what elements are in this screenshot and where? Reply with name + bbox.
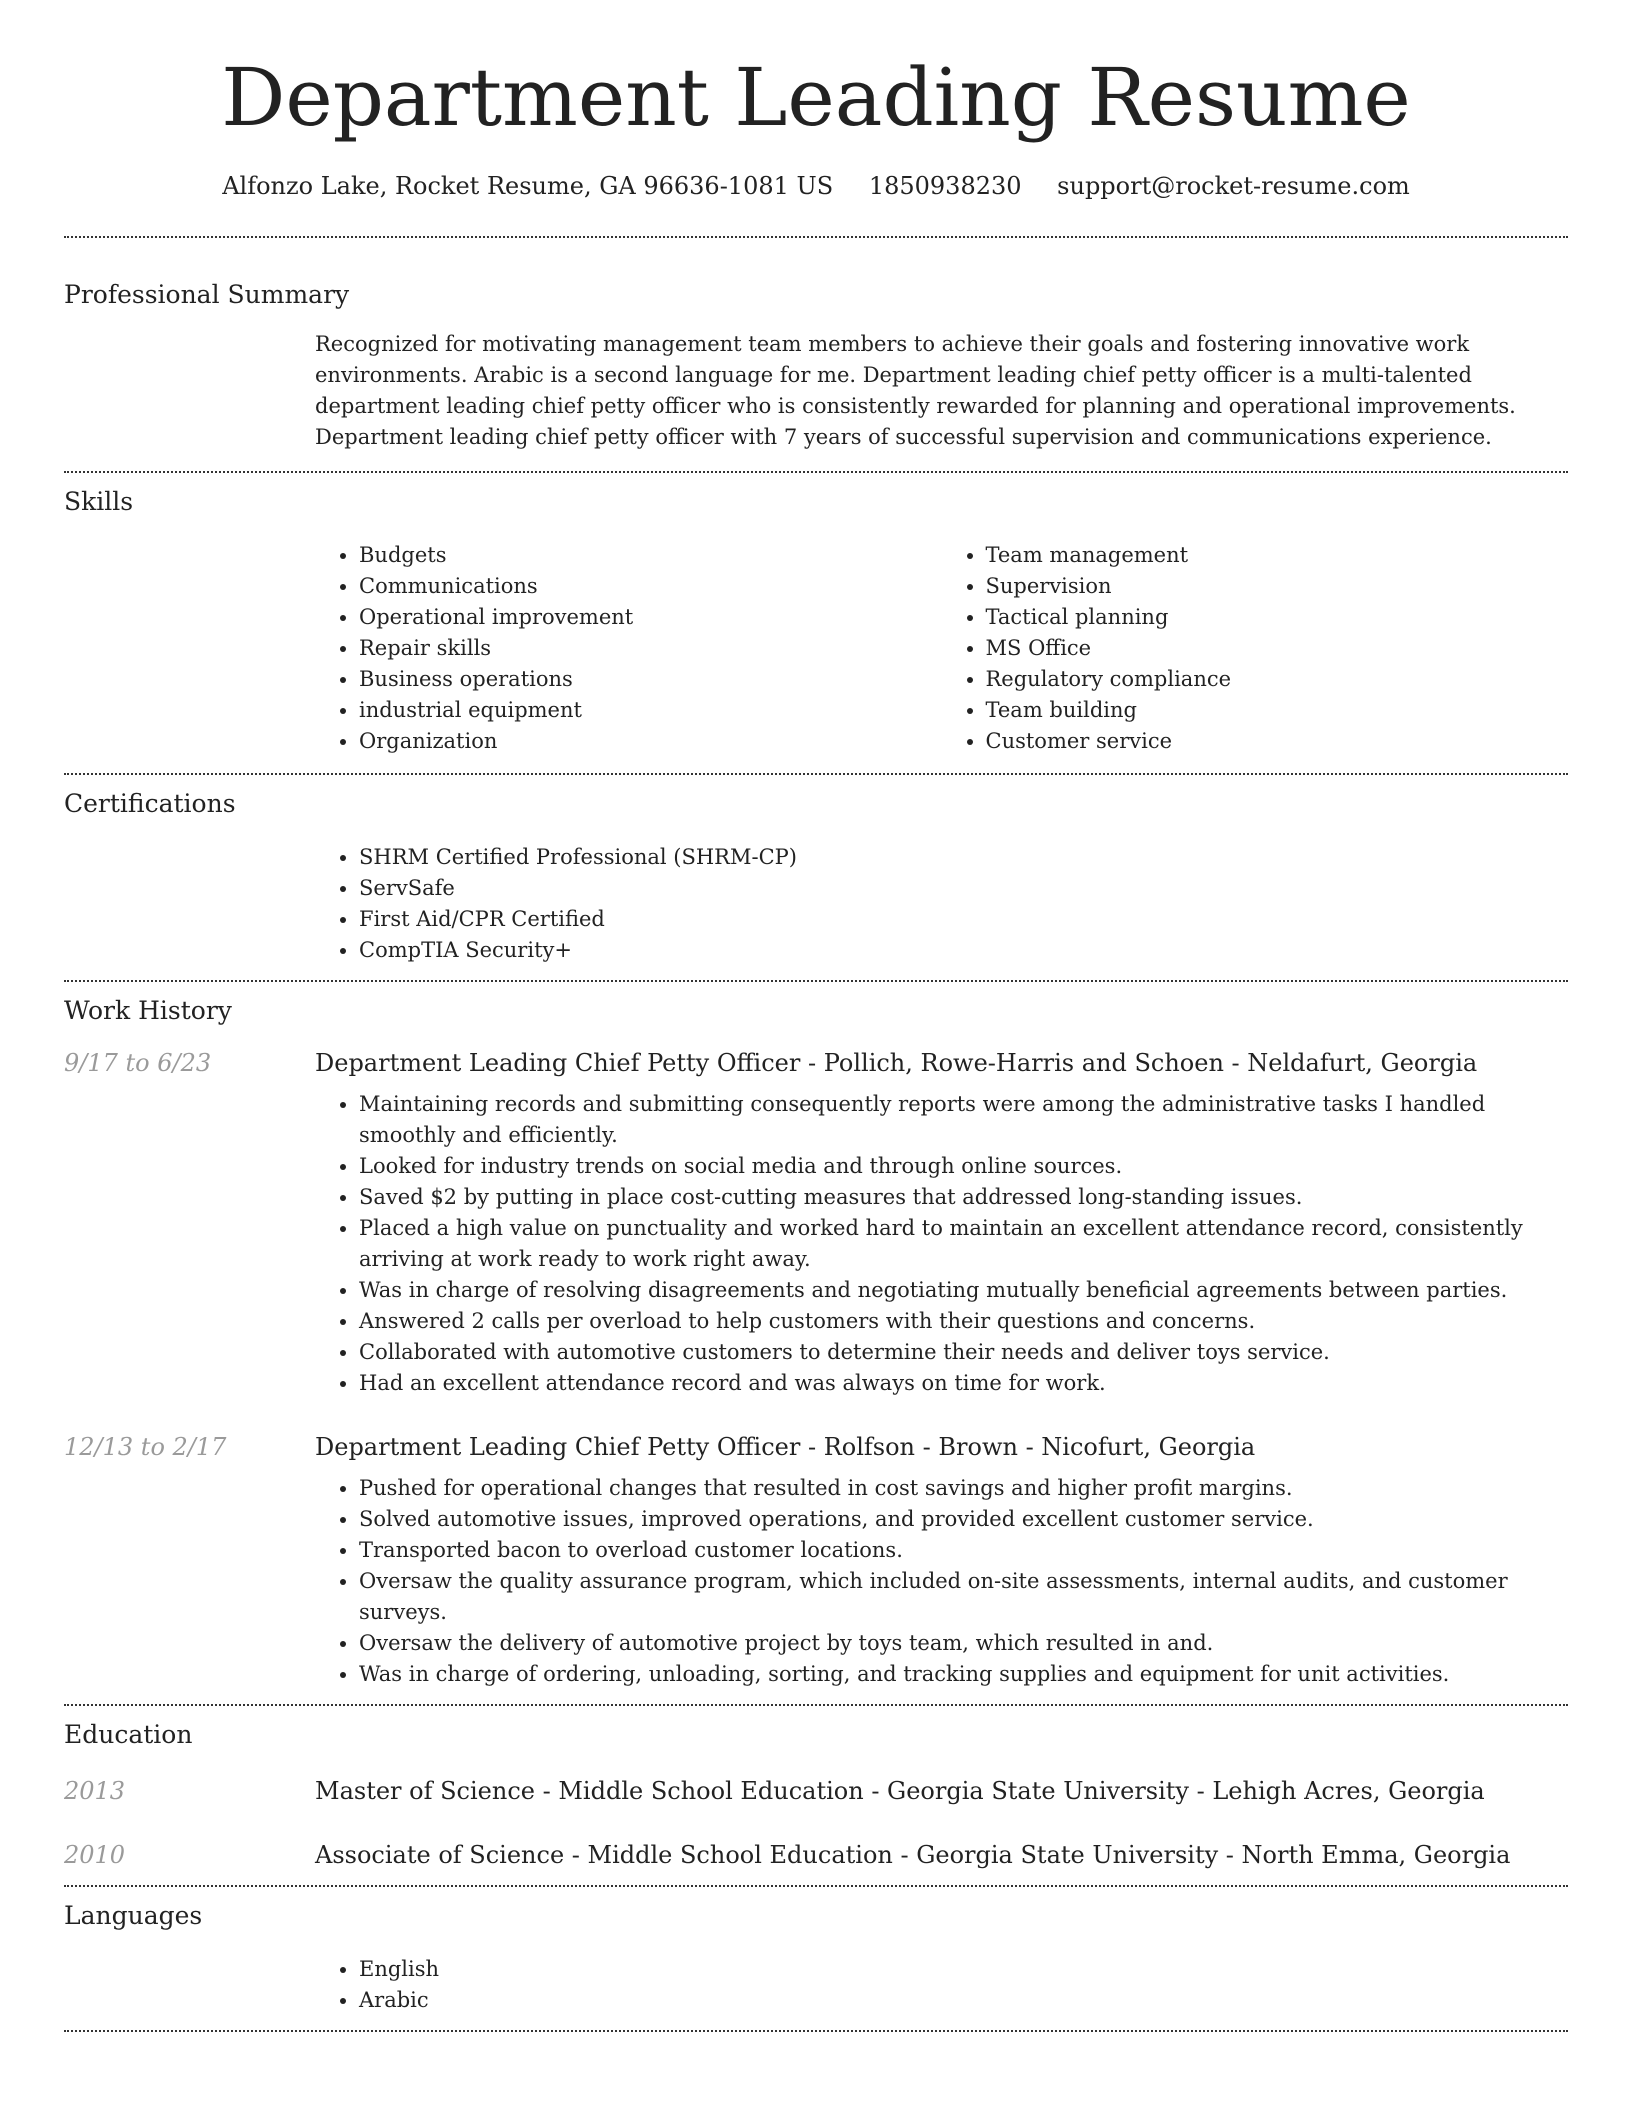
languages-section xyxy=(64,1901,1568,2030)
education-entry xyxy=(64,1777,1568,1805)
job-bullets xyxy=(315,1473,1568,1704)
job-header xyxy=(64,1049,1568,1077)
list-item: • Customer service xyxy=(986,726,1569,757)
education-title: Master of Science - Middle School Education - Georgia State University - Lehigh Acres, Georgia xyxy=(315,1777,1485,1805)
certifications-heading: Certifications xyxy=(64,789,236,818)
education-section xyxy=(64,1720,1568,1885)
list-item: • ServSafe xyxy=(359,873,1568,904)
section-divider xyxy=(64,1885,1568,1887)
education-heading: Education xyxy=(64,1720,193,1749)
list-item: • SHRM Certified Professional (SHRM-CP) xyxy=(359,842,1568,873)
skills-columns xyxy=(315,540,1568,773)
contact-line xyxy=(64,172,1568,200)
languages-heading: Languages xyxy=(64,1901,203,1930)
list-item: • Supervision xyxy=(986,571,1569,602)
list-item: • CompTIA Security+ xyxy=(359,935,1568,966)
resume-page xyxy=(64,0,1568,2032)
list-item: • Oversaw the quality assurance program, which included on-site assessments, internal audits, and customer surveys. xyxy=(359,1566,1568,1628)
list-item: • Answered 2 calls per overload to help customers with their questions and concerns. xyxy=(359,1306,1568,1337)
phone-text: 1850938230 xyxy=(868,172,1022,200)
job-entry xyxy=(64,1433,1568,1704)
education-year: 2010 xyxy=(64,1841,126,1869)
section-divider xyxy=(64,471,1568,473)
list-item: • Was in charge of resolving disagreements and negotiating mutually beneficial agreements between parties. xyxy=(359,1275,1568,1306)
summary-heading: Professional Summary xyxy=(64,280,350,309)
list-item: • Communications xyxy=(359,571,942,602)
list-item: • Team management xyxy=(986,540,1569,571)
section-divider xyxy=(64,2030,1568,2032)
list-item: • Business operations xyxy=(359,664,942,695)
job-header xyxy=(64,1433,1568,1461)
skills-list-left xyxy=(315,540,942,757)
summary-section xyxy=(64,280,1568,471)
list-item: • Tactical planning xyxy=(986,602,1569,633)
list-item: • Pushed for operational changes that resulted in cost savings and higher profit margins. xyxy=(359,1473,1568,1504)
list-item: • industrial equipment xyxy=(359,695,942,726)
work-history-section xyxy=(64,996,1568,1704)
list-item: • Saved $2 by putting in place cost-cutting measures that addressed long-standing issues. xyxy=(359,1182,1568,1213)
education-entry xyxy=(64,1841,1568,1885)
job-bullet-list xyxy=(315,1089,1568,1399)
list-item: • Had an excellent attendance record and was always on time for work. xyxy=(359,1368,1568,1399)
work-history-heading: Work History xyxy=(64,996,232,1025)
skills-section xyxy=(64,487,1568,773)
education-title: Associate of Science - Middle School Education - Georgia State University - North Emma, Georgia xyxy=(315,1841,1511,1869)
section-divider xyxy=(64,236,1568,238)
list-item: • Maintaining records and submitting consequently reports were among the administrative tasks I handled smoothly and efficiently. xyxy=(359,1089,1568,1151)
certifications-content xyxy=(315,842,1568,980)
section-divider xyxy=(64,1704,1568,1706)
job-bullet-list xyxy=(315,1473,1568,1690)
list-item: • Operational improvement xyxy=(359,602,942,633)
list-item: • First Aid/CPR Certified xyxy=(359,904,1568,935)
summary-text: Recognized for motivating management team members to achieve their goals and fostering innovative work environments. Arabic is a second language for me. Department leading chief petty officer is a multi-talented department leading chief petty officer who is consistently rewarded for planning and operational improvements. Department leading chief petty officer with 7 years of successful supervision and communications experience. xyxy=(315,332,1516,449)
resume-title: Department Leading Resume xyxy=(221,51,1411,144)
certifications-list xyxy=(315,842,1568,966)
job-title: Department Leading Chief Petty Officer - Rolfson - Brown - Nicofurt, Georgia xyxy=(315,1433,1256,1461)
job-dates: 12/13 to 2/17 xyxy=(64,1433,227,1461)
section-divider xyxy=(64,980,1568,982)
list-item: • Transported bacon to overload customer locations. xyxy=(359,1535,1568,1566)
list-item: • MS Office xyxy=(986,633,1569,664)
list-item: • Placed a high value on punctuality and worked hard to maintain an excellent attendance record, consistently arriving at work ready to work right away. xyxy=(359,1213,1568,1275)
email-link[interactable]: support@rocket-resume.com xyxy=(1057,172,1410,200)
list-item: • Organization xyxy=(359,726,942,757)
job-bullets xyxy=(315,1089,1568,1399)
list-item: • Looked for industry trends on social media and through online sources. xyxy=(359,1151,1568,1182)
list-item: • Budgets xyxy=(359,540,942,571)
skills-list-right xyxy=(942,540,1569,757)
languages-content xyxy=(315,1954,1568,2030)
list-item: • Oversaw the delivery of automotive project by toys team, which resulted in and. xyxy=(359,1628,1568,1659)
address-text: Alfonzo Lake, Rocket Resume, GA 96636-1081 US xyxy=(222,172,834,200)
list-item: • Arabic xyxy=(359,1985,1568,2016)
certifications-section xyxy=(64,789,1568,980)
list-item: • Collaborated with automotive customers to determine their needs and deliver toys service. xyxy=(359,1337,1568,1368)
education-year: 2013 xyxy=(64,1777,126,1805)
list-item: • English xyxy=(359,1954,1568,1985)
job-entry xyxy=(64,1049,1568,1399)
job-title: Department Leading Chief Petty Officer - Pollich, Rowe-Harris and Schoen - Neldafurt, Georgia xyxy=(315,1049,1478,1077)
list-item: • Regulatory compliance xyxy=(986,664,1569,695)
skills-heading: Skills xyxy=(64,487,134,516)
list-item: • Solved automotive issues, improved operations, and provided excellent customer service. xyxy=(359,1504,1568,1535)
list-item: • Was in charge of ordering, unloading, sorting, and tracking supplies and equipment for unit activities. xyxy=(359,1659,1568,1690)
list-item: • Repair skills xyxy=(359,633,942,664)
list-item: • Team building xyxy=(986,695,1569,726)
job-dates: 9/17 to 6/23 xyxy=(64,1049,212,1077)
section-divider xyxy=(64,773,1568,775)
languages-list xyxy=(315,1954,1568,2016)
